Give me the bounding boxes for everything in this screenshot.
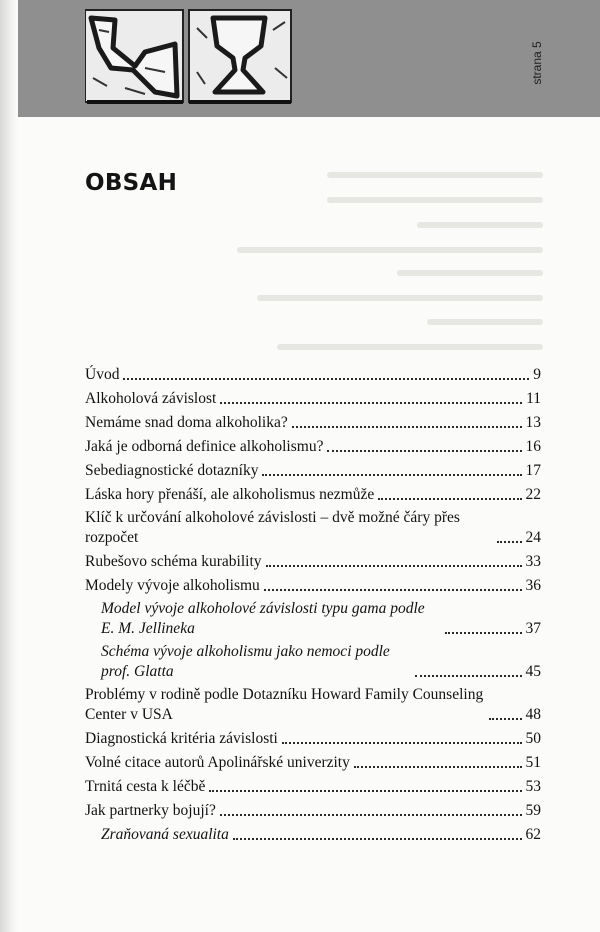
toc-entry-page: 37 [525,620,541,637]
toc-leader-dots [123,378,529,380]
toc-leader-dots [233,838,522,840]
toc-entry-page: 24 [525,529,541,546]
toc-leader-dots [220,402,522,404]
toc-leader-dots [327,450,521,452]
toc-subentry [85,821,541,845]
toc-entry [85,505,541,548]
toc-entry [85,481,541,505]
toc-entry [85,725,541,749]
page-title: OBSAH [85,170,178,196]
toc-entry-title: Model vývoje alkoholové závislosti typu gama podle E. M. Jellineka [101,600,425,637]
toc-leader-dots [264,589,522,591]
toc-leader-dots [445,632,522,634]
toc-entry-page: 59 [525,802,541,819]
toc-entry [85,548,541,572]
toc-entry-title: Volné citace autorů Apolinářské univerzity [85,754,350,771]
toc-entry-page: 17 [525,462,541,479]
toc-entry-page: 13 [525,414,541,431]
toc-entry-title: Úvod [85,366,120,383]
toc-entry-page: 53 [525,778,541,795]
toc-entry-title: Trnitá cesta k léčbě [85,778,206,795]
toc-entry-title: Jaká je odborná definice alkoholismu? [85,438,324,455]
toc-entry-title: Zraňovaná sexualita [101,826,229,843]
toc-entry-title: Láska hory přenáší, ale alkoholismus nezmůže [85,486,375,503]
toc-leader-dots [378,498,521,500]
toc-entry [85,409,541,433]
toc-entry [85,749,541,773]
toc-subentry [85,596,541,639]
toc-entry-page: 16 [525,438,541,455]
toc-entry [85,385,541,409]
toc-entry-title: Klíč k určování alkoholové závislosti – dvě možné čáry přes rozpočet [85,509,460,546]
toc-leader-dots [220,814,522,816]
toc-entry [85,797,541,821]
toc-entry [85,572,541,596]
toc-entry [85,773,541,797]
toc-entry-title: Modely vývoje alkoholismu [85,577,260,594]
toc-entry-title: Alkoholová závislost [85,390,217,407]
toc-entry [85,682,541,725]
toc-entry-title: Problémy v rodině podle Dotazníku Howard Family Counseling Center v USA [85,686,484,723]
toc-entry-page: 48 [525,706,541,723]
toc-entry-title: Schéma vývoje alkoholismu jako nemoci podle prof. Glatta [101,643,390,680]
running-head-text: strana 5 [530,41,544,85]
toc-leader-dots [266,565,522,567]
toc-entry [85,361,541,385]
toc-leader-dots [415,675,522,677]
toc-leader-dots [489,718,522,720]
toc-entry-page: 51 [525,754,541,771]
toc-entry-page: 33 [525,553,541,570]
table-of-contents [85,361,541,845]
toc-entry-title: Rubešovo schéma kurability [85,553,262,570]
toc-leader-dots [497,541,522,543]
toc-leader-dots [209,790,521,792]
toc-leader-dots [262,474,521,476]
toc-entry-page: 62 [525,826,541,843]
toc-entry-title: Jak partnerky bojují? [85,802,216,819]
toc-entry-page: 45 [525,663,541,680]
toc-entry-title: Diagnostická kritéria závislosti [85,730,278,747]
toc-entry-page: 22 [525,486,541,503]
toc-leader-dots [282,742,522,744]
toc-subentry [85,639,541,682]
toc-leader-dots [292,426,522,428]
toc-entry-page: 11 [526,390,541,407]
toc-entry-title: Sebediagnostické dotazníky [85,462,259,479]
toc-entry-page: 9 [533,366,541,383]
toc-leader-dots [354,766,522,768]
toc-entry-title: Nemáme snad doma alkoholika? [85,414,288,431]
toc-entry-page: 50 [525,730,541,747]
toc-entry [85,457,541,481]
toc-entry [85,433,541,457]
toc-entry-page: 36 [525,577,541,594]
